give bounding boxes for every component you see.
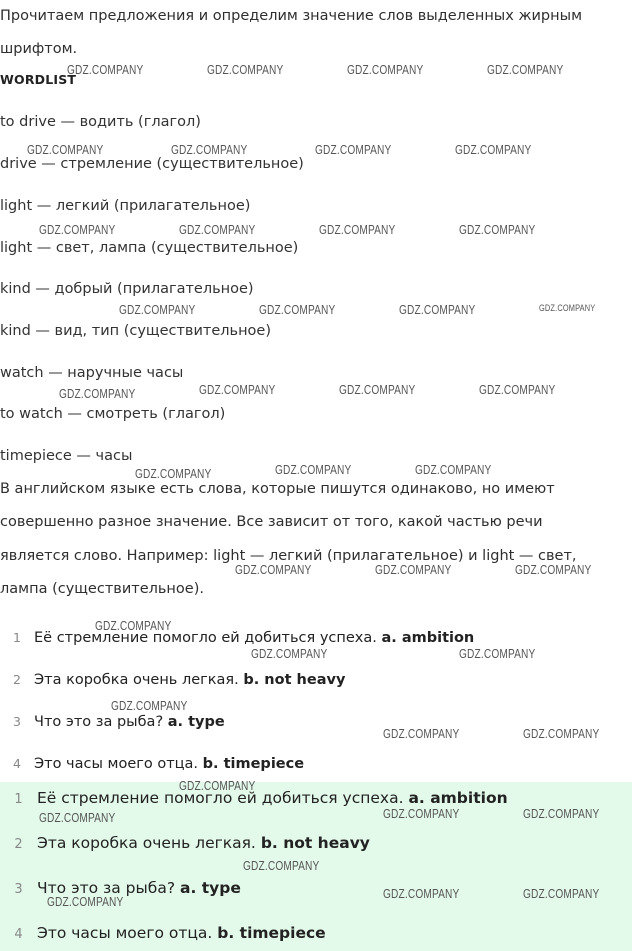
- item-text: Что это за рыба?: [37, 879, 176, 897]
- item-text: Эта коробка очень легкая.: [34, 672, 239, 688]
- word-item: to drive — водить (глагол): [0, 114, 201, 130]
- item-answer: a. ambition: [408, 789, 508, 807]
- watermark: GDZ.COMPANY: [487, 62, 564, 77]
- watermark: GDZ.COMPANY: [59, 386, 136, 401]
- watermark: GDZ.COMPANY: [459, 646, 536, 661]
- watermark: GDZ.COMPANY: [251, 646, 328, 661]
- watermark: GDZ.COMPANY: [339, 382, 416, 397]
- item-number: 3: [14, 882, 23, 897]
- exercise-item: [0, 630, 474, 646]
- word-item: kind — добрый (прилагательное): [0, 281, 254, 297]
- item-answer: b. timepiece: [217, 924, 326, 942]
- watermark: GDZ.COMPANY: [27, 142, 104, 157]
- exercise-item: [0, 714, 225, 730]
- watermark: GDZ.COMPANY: [259, 302, 336, 317]
- watermark: GDZ.COMPANY: [383, 726, 460, 741]
- watermark: GDZ.COMPANY: [199, 382, 276, 397]
- watermark: GDZ.COMPANY: [179, 222, 256, 237]
- watermark: GDZ.COMPANY: [479, 382, 556, 397]
- word-item: timepiece — часы: [0, 448, 133, 464]
- watermark: GDZ.COMPANY: [523, 726, 600, 741]
- watermark: GDZ.COMPANY: [95, 618, 172, 633]
- watermark: GDZ.COMPANY: [319, 222, 396, 237]
- item-text: Что это за рыба?: [34, 714, 164, 730]
- watermark: GDZ.COMPANY: [515, 562, 592, 577]
- word-item: kind — вид, тип (существительное): [0, 323, 271, 339]
- watermark: GDZ.COMPANY: [111, 698, 188, 713]
- watermark: GDZ.COMPANY: [539, 303, 596, 314]
- watermark: GDZ.COMPANY: [383, 806, 460, 821]
- item-text: Эта коробка очень легкая.: [37, 834, 256, 852]
- item-number: 4: [14, 927, 23, 942]
- item-answer: a. type: [179, 879, 241, 897]
- watermark: GDZ.COMPANY: [119, 302, 196, 317]
- watermark: GDZ.COMPANY: [415, 462, 492, 477]
- item-answer: b. timepiece: [202, 756, 305, 772]
- word-item: light — легкий (прилагательное): [0, 198, 251, 214]
- explanation-line-3: является слово. Например: light — легкий (прилагательное) и light — свет,: [0, 548, 577, 564]
- word-item: drive — стремление (существительное): [0, 156, 304, 172]
- item-text: Это часы моего отца.: [37, 924, 213, 942]
- wordlist-heading: WORDLIST: [0, 72, 77, 87]
- watermark: GDZ.COMPANY: [399, 302, 476, 317]
- watermark: GDZ.COMPANY: [383, 886, 460, 901]
- item-answer: a. type: [167, 714, 225, 730]
- watermark: GDZ.COMPANY: [315, 142, 392, 157]
- item-number: 3: [13, 714, 21, 729]
- watermark: GDZ.COMPANY: [39, 810, 116, 825]
- intro-line-2: шрифтом.: [0, 41, 78, 57]
- watermark: GDZ.COMPANY: [39, 222, 116, 237]
- watermark: GDZ.COMPANY: [243, 858, 320, 873]
- explanation-line-2: совершенно разное значение. Все зависит от того, какой частью речи: [0, 514, 543, 530]
- watermark: GDZ.COMPANY: [459, 222, 536, 237]
- word-item: light — свет, лампа (существительное): [0, 240, 299, 256]
- exercise-item: [0, 756, 304, 772]
- watermark: GDZ.COMPANY: [207, 62, 284, 77]
- item-answer: b. not heavy: [260, 834, 370, 852]
- answer-item: [0, 834, 370, 852]
- watermark: GDZ.COMPANY: [523, 806, 600, 821]
- item-number: 2: [14, 837, 23, 852]
- watermark: GDZ.COMPANY: [235, 562, 312, 577]
- intro-line-1: Прочитаем предложения и определим значение слов выделенных жирным: [0, 8, 583, 24]
- answer-item: [0, 924, 326, 942]
- watermark: GDZ.COMPANY: [347, 62, 424, 77]
- word-item: to watch — смотреть (глагол): [0, 406, 226, 422]
- item-answer: a. ambition: [381, 630, 475, 646]
- watermark: GDZ.COMPANY: [171, 142, 248, 157]
- watermark: GDZ.COMPANY: [67, 62, 144, 77]
- item-text: Это часы моего отца.: [34, 756, 199, 772]
- item-answer: b. not heavy: [243, 672, 346, 688]
- watermark: GDZ.COMPANY: [179, 778, 256, 793]
- item-number: 2: [13, 672, 21, 687]
- item-text: Её стремление помогло ей добиться успеха.: [34, 630, 377, 646]
- exercise-item: [0, 672, 345, 688]
- watermark: GDZ.COMPANY: [135, 466, 212, 481]
- watermark: GDZ.COMPANY: [523, 886, 600, 901]
- item-text: Её стремление помогло ей добиться успеха.: [37, 789, 404, 807]
- item-number: 1: [13, 630, 21, 645]
- item-number: 1: [14, 792, 23, 807]
- item-number: 4: [13, 756, 21, 771]
- watermark: GDZ.COMPANY: [47, 894, 124, 909]
- watermark: GDZ.COMPANY: [455, 142, 532, 157]
- word-item: watch — наручные часы: [0, 365, 184, 381]
- watermark: GDZ.COMPANY: [375, 562, 452, 577]
- explanation-line-4: лампа (существительное).: [0, 581, 204, 597]
- explanation-line-1: В английском языке есть слова, которые пишутся одинаково, но имеют: [0, 481, 555, 497]
- watermark: GDZ.COMPANY: [275, 462, 352, 477]
